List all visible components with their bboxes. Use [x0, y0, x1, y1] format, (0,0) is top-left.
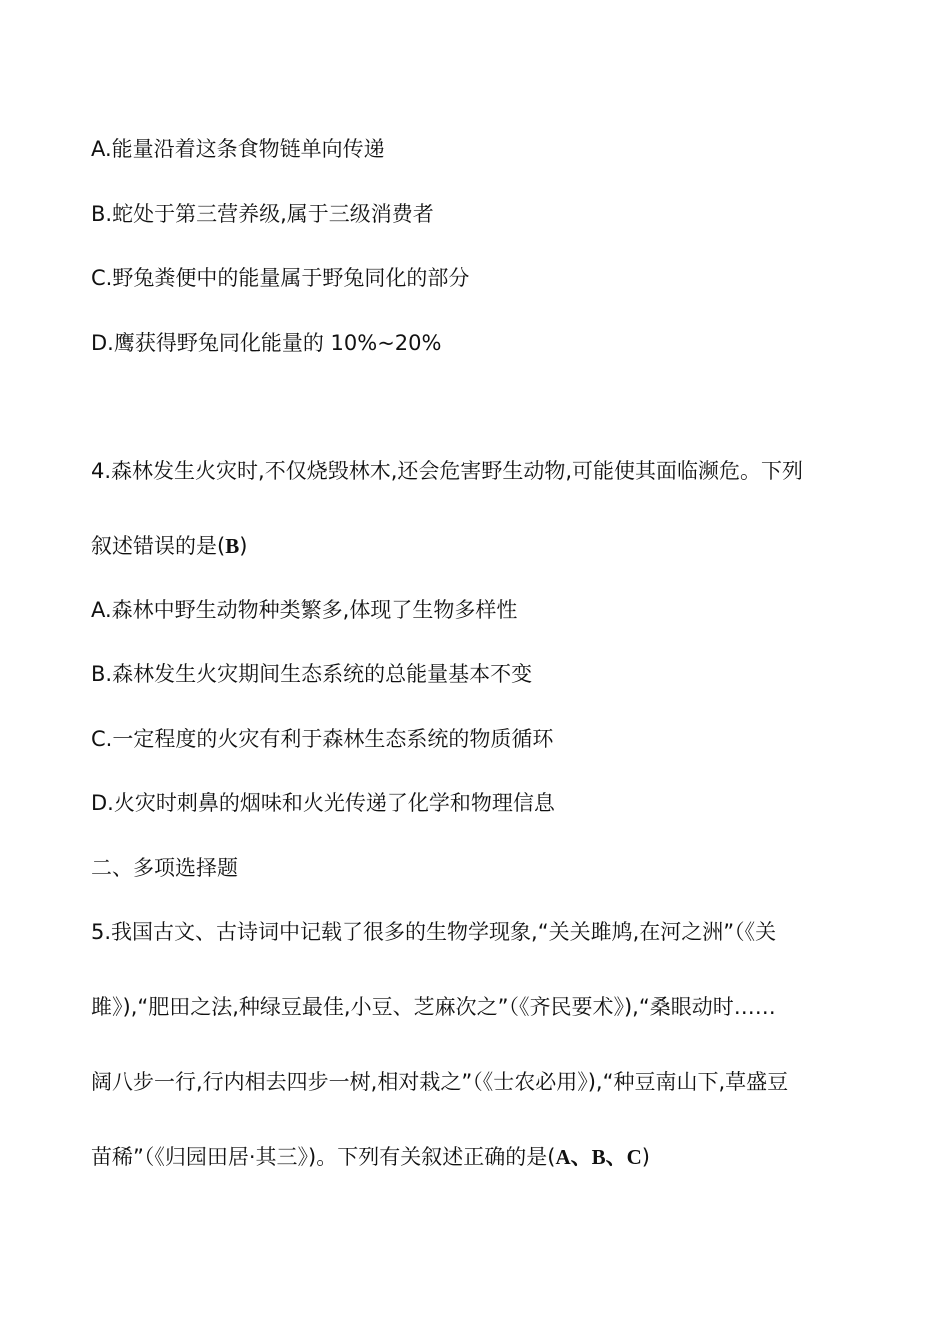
q5-answer-close: ) — [641, 1145, 650, 1169]
q4-stem-line-1: 4.森林发生火灾时,不仅烧毁林木,还会危害野生动物,可能使其面临濒危。下列 — [91, 459, 804, 483]
q4-option-c: C.一定程度的火灾有利于森林生态系统的物质循环 — [91, 727, 554, 751]
q3-option-c: C.野兔粪便中的能量属于野兔同化的部分 — [91, 266, 470, 290]
q4-option-d: D.火灾时刺鼻的烟味和火光传递了化学和物理信息 — [91, 791, 555, 815]
q5-line-1: 5.我国古文、古诗词中记载了很多的生物学现象,“关关雎鸠,在河之洲”（《关 — [91, 920, 777, 944]
q4-stem-line-2 — [91, 531, 247, 561]
q5-line-2: 雎》),“肥田之法,种绿豆最佳,小豆、芝麻次之”（《齐民要术》),“桑眼动时…… — [91, 995, 776, 1019]
q3-option-a: A.能量沿着这条食物链单向传递 — [91, 137, 385, 161]
q4-option-a: A.森林中野生动物种类繁多,体现了生物多样性 — [91, 598, 518, 622]
section-heading: 二、多项选择题 — [91, 856, 238, 880]
q3-option-d: D.鹰获得野兔同化能量的 10%~20% — [91, 331, 442, 355]
q4-option-b: B.森林发生火灾期间生态系统的总能量基本不变 — [91, 662, 533, 686]
q5-answer: A、B、C — [555, 1145, 642, 1169]
q5-stem-text: 苗稀”（《归园田居·其三》)。下列有关叙述正确的是( — [91, 1145, 556, 1169]
q5-line-3: 阔八步一行,行内相去四步一树,相对栽之”（《士农必用》),“种豆南山下,草盛豆 — [91, 1070, 789, 1094]
q4-stem-text: 叙述错误的是( — [91, 534, 226, 558]
q3-option-b: B.蛇处于第三营养级,属于三级消费者 — [91, 202, 434, 226]
q5-line-4 — [91, 1142, 650, 1172]
q4-answer: B — [225, 534, 240, 558]
q4-answer-close: ) — [239, 534, 248, 558]
